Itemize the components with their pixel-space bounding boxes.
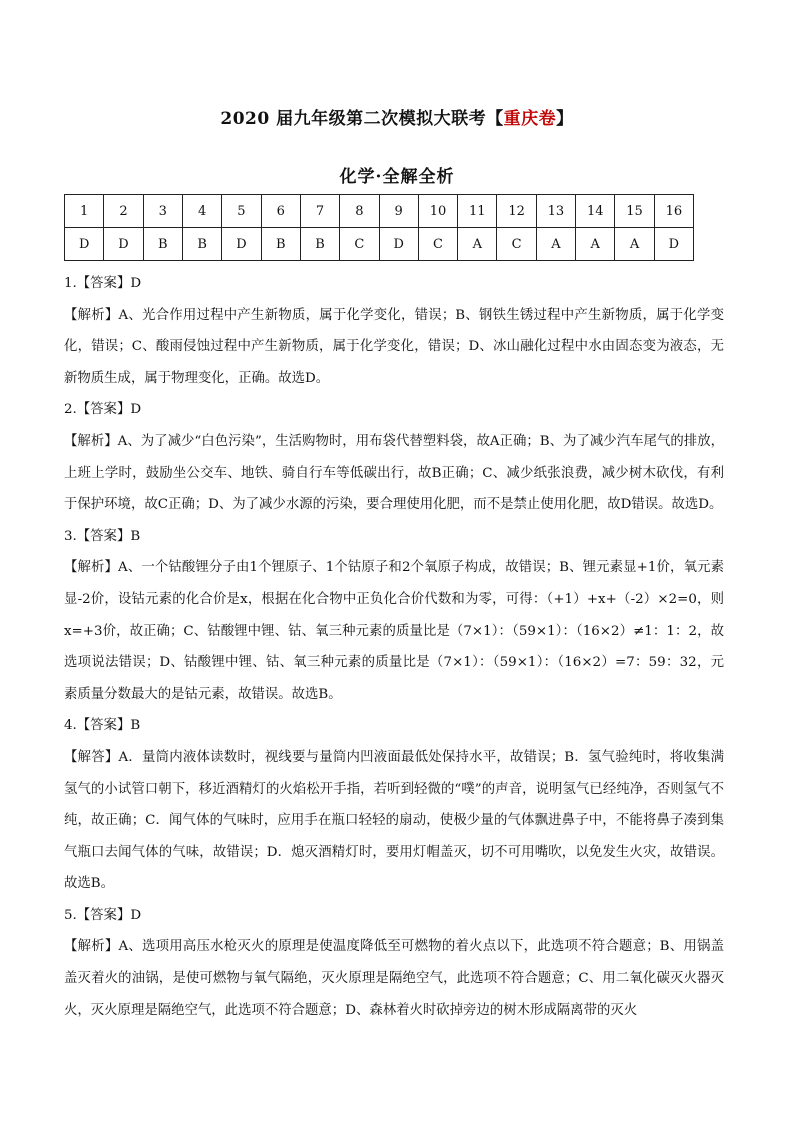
answer-heading: 2.【答案】D bbox=[64, 402, 142, 418]
question-number-cell: 8 bbox=[340, 195, 379, 228]
question-number-cell: 12 bbox=[497, 195, 536, 228]
answer-letter-cell: C bbox=[340, 228, 379, 261]
answer-letter-cell: D bbox=[222, 228, 261, 261]
question-number-cell: 5 bbox=[222, 195, 261, 228]
answer-letter-row bbox=[65, 228, 694, 261]
question-number-cell: 7 bbox=[300, 195, 339, 228]
question-number-cell: 4 bbox=[182, 195, 221, 228]
question-number-cell: 9 bbox=[379, 195, 418, 228]
answer-letter-cell: C bbox=[418, 228, 457, 261]
answer-letter-cell: D bbox=[65, 228, 104, 261]
question-number-row bbox=[65, 195, 694, 228]
question-number-cell: 15 bbox=[615, 195, 654, 228]
answer-letter-cell: B bbox=[300, 228, 339, 261]
question-number-cell: 2 bbox=[104, 195, 143, 228]
explanation-paragraph: 【解答】A．量筒内液体读数时，视线要与量筒内凹液面最低处保持水平，故错误；B．氢气验纯时，将收集满氢气的小试管口朝下，移近酒精灯的火焰松开手指，若听到轻微的“噗”的声音，说明氢气已经纯净，否则氢气不纯，故正确；C．闻气体的气味时，应用手在瓶口轻轻的扇动，使极少量的气体飘进鼻子中，不能将鼻子凑到集气瓶口去闻气体的气味，故错误；D．熄灭酒精灯时，要用灯帽盖灭，切不可用嘴吹，以免发生火灾，故错误。故选B。 bbox=[64, 749, 724, 892]
answer-letter-cell: A bbox=[576, 228, 615, 261]
answer-letter-cell: D bbox=[379, 228, 418, 261]
answer-key-table bbox=[64, 194, 694, 261]
title-bracket-close: 】 bbox=[556, 109, 574, 129]
answer-letter-cell: B bbox=[182, 228, 221, 261]
answer-letter-cell: B bbox=[261, 228, 300, 261]
answer-letter-cell: C bbox=[497, 228, 536, 261]
title-bracket-open: 【 bbox=[486, 109, 504, 129]
explanation-paragraph: 【解析】A、光合作用过程中产生新物质，属于化学变化，错误；B、钢铁生锈过程中产生新物质，属于化学变化，错误；C、酸雨侵蚀过程中产生新物质，属于化学变化，错误；D、冰山融化过程中水由固态变为液态，无新物质生成，属于物理变化，正确。故选D。 bbox=[64, 307, 724, 386]
answer-letter-cell: B bbox=[143, 228, 182, 261]
question-number-cell: 11 bbox=[458, 195, 497, 228]
answer-letter-cell: D bbox=[104, 228, 143, 261]
answer-letter-cell: A bbox=[458, 228, 497, 261]
explanations bbox=[64, 268, 724, 1026]
document-title bbox=[0, 104, 794, 129]
explanation-paragraph: 【解析】A、为了减少“白色污染”，生活购物时，用布袋代替塑料袋，故A正确；B、为了减少汽车尾气的排放，上班上学时，鼓励坐公交车、地铁、骑自行车等低碳出行，故B正确；C、减少纸张浪费，减少树木砍伐，有利于保护环境，故C正确；D、为了减少水源的污染，要合理使用化肥，而不是禁止使用化肥，故D错误。故选D。 bbox=[64, 433, 724, 513]
answer-heading: 5.【答案】D bbox=[64, 907, 142, 923]
answer-letter-cell: D bbox=[654, 228, 693, 261]
title-region: 重庆卷 bbox=[503, 109, 557, 129]
question-number-cell: 16 bbox=[654, 195, 693, 228]
question-number-cell: 6 bbox=[261, 195, 300, 228]
answer-heading: 4.【答案】B bbox=[64, 718, 141, 734]
answer-letter-cell: A bbox=[615, 228, 654, 261]
question-number-cell: 1 bbox=[65, 195, 104, 228]
answer-heading: 3.【答案】B bbox=[64, 528, 141, 544]
answer-heading: 1.【答案】D bbox=[64, 276, 142, 291]
question-number-cell: 10 bbox=[418, 195, 457, 228]
title-main: 2020 届九年级第二次模拟大联考 bbox=[220, 109, 487, 129]
document-subtitle: 化学·全解全析 bbox=[339, 167, 455, 187]
question-number-cell: 14 bbox=[576, 195, 615, 228]
question-number-cell: 13 bbox=[536, 195, 575, 228]
answer-letter-cell: A bbox=[536, 228, 575, 261]
explanation-paragraph: 【解析】A、一个钴酸锂分子由1个锂原子、1个钴原子和2个氧原子构成，故错误；B、锂元素显+1价，氧元素显-2价，设钴元素的化合价是x，根据在化合物中正负化合价代数和为零，可得：（+1）+x+（-2）×2=0，则x=+3价，故正确；C、钴酸锂中锂、钴、氧三种元素的质量比是（7×1）：（59×1）：（16×2）≠1：1：2，故选项说法错误；D、钴酸锂中锂、钴、氧三种元素的质量比是（7×1）：（59×1）：（16×2）=7：59：32，元素质量分数最大的是钴元素，故错误。故选B。 bbox=[64, 560, 724, 702]
explanation-paragraph: 【解析】A、选项用高压水枪灭火的原理是使温度降低至可燃物的着火点以下，此选项不符合题意；B、用锅盖盖灭着火的油锅，是使可燃物与氧气隔绝，灭火原理是隔绝空气，此选项不符合题意；C、用二氧化碳灭火器灭火，灭火原理是隔绝空气，此选项不符合题意；D、森林着火时砍掉旁边的树木形成隔离带的灭火 bbox=[64, 939, 724, 1018]
question-number-cell: 3 bbox=[143, 195, 182, 228]
